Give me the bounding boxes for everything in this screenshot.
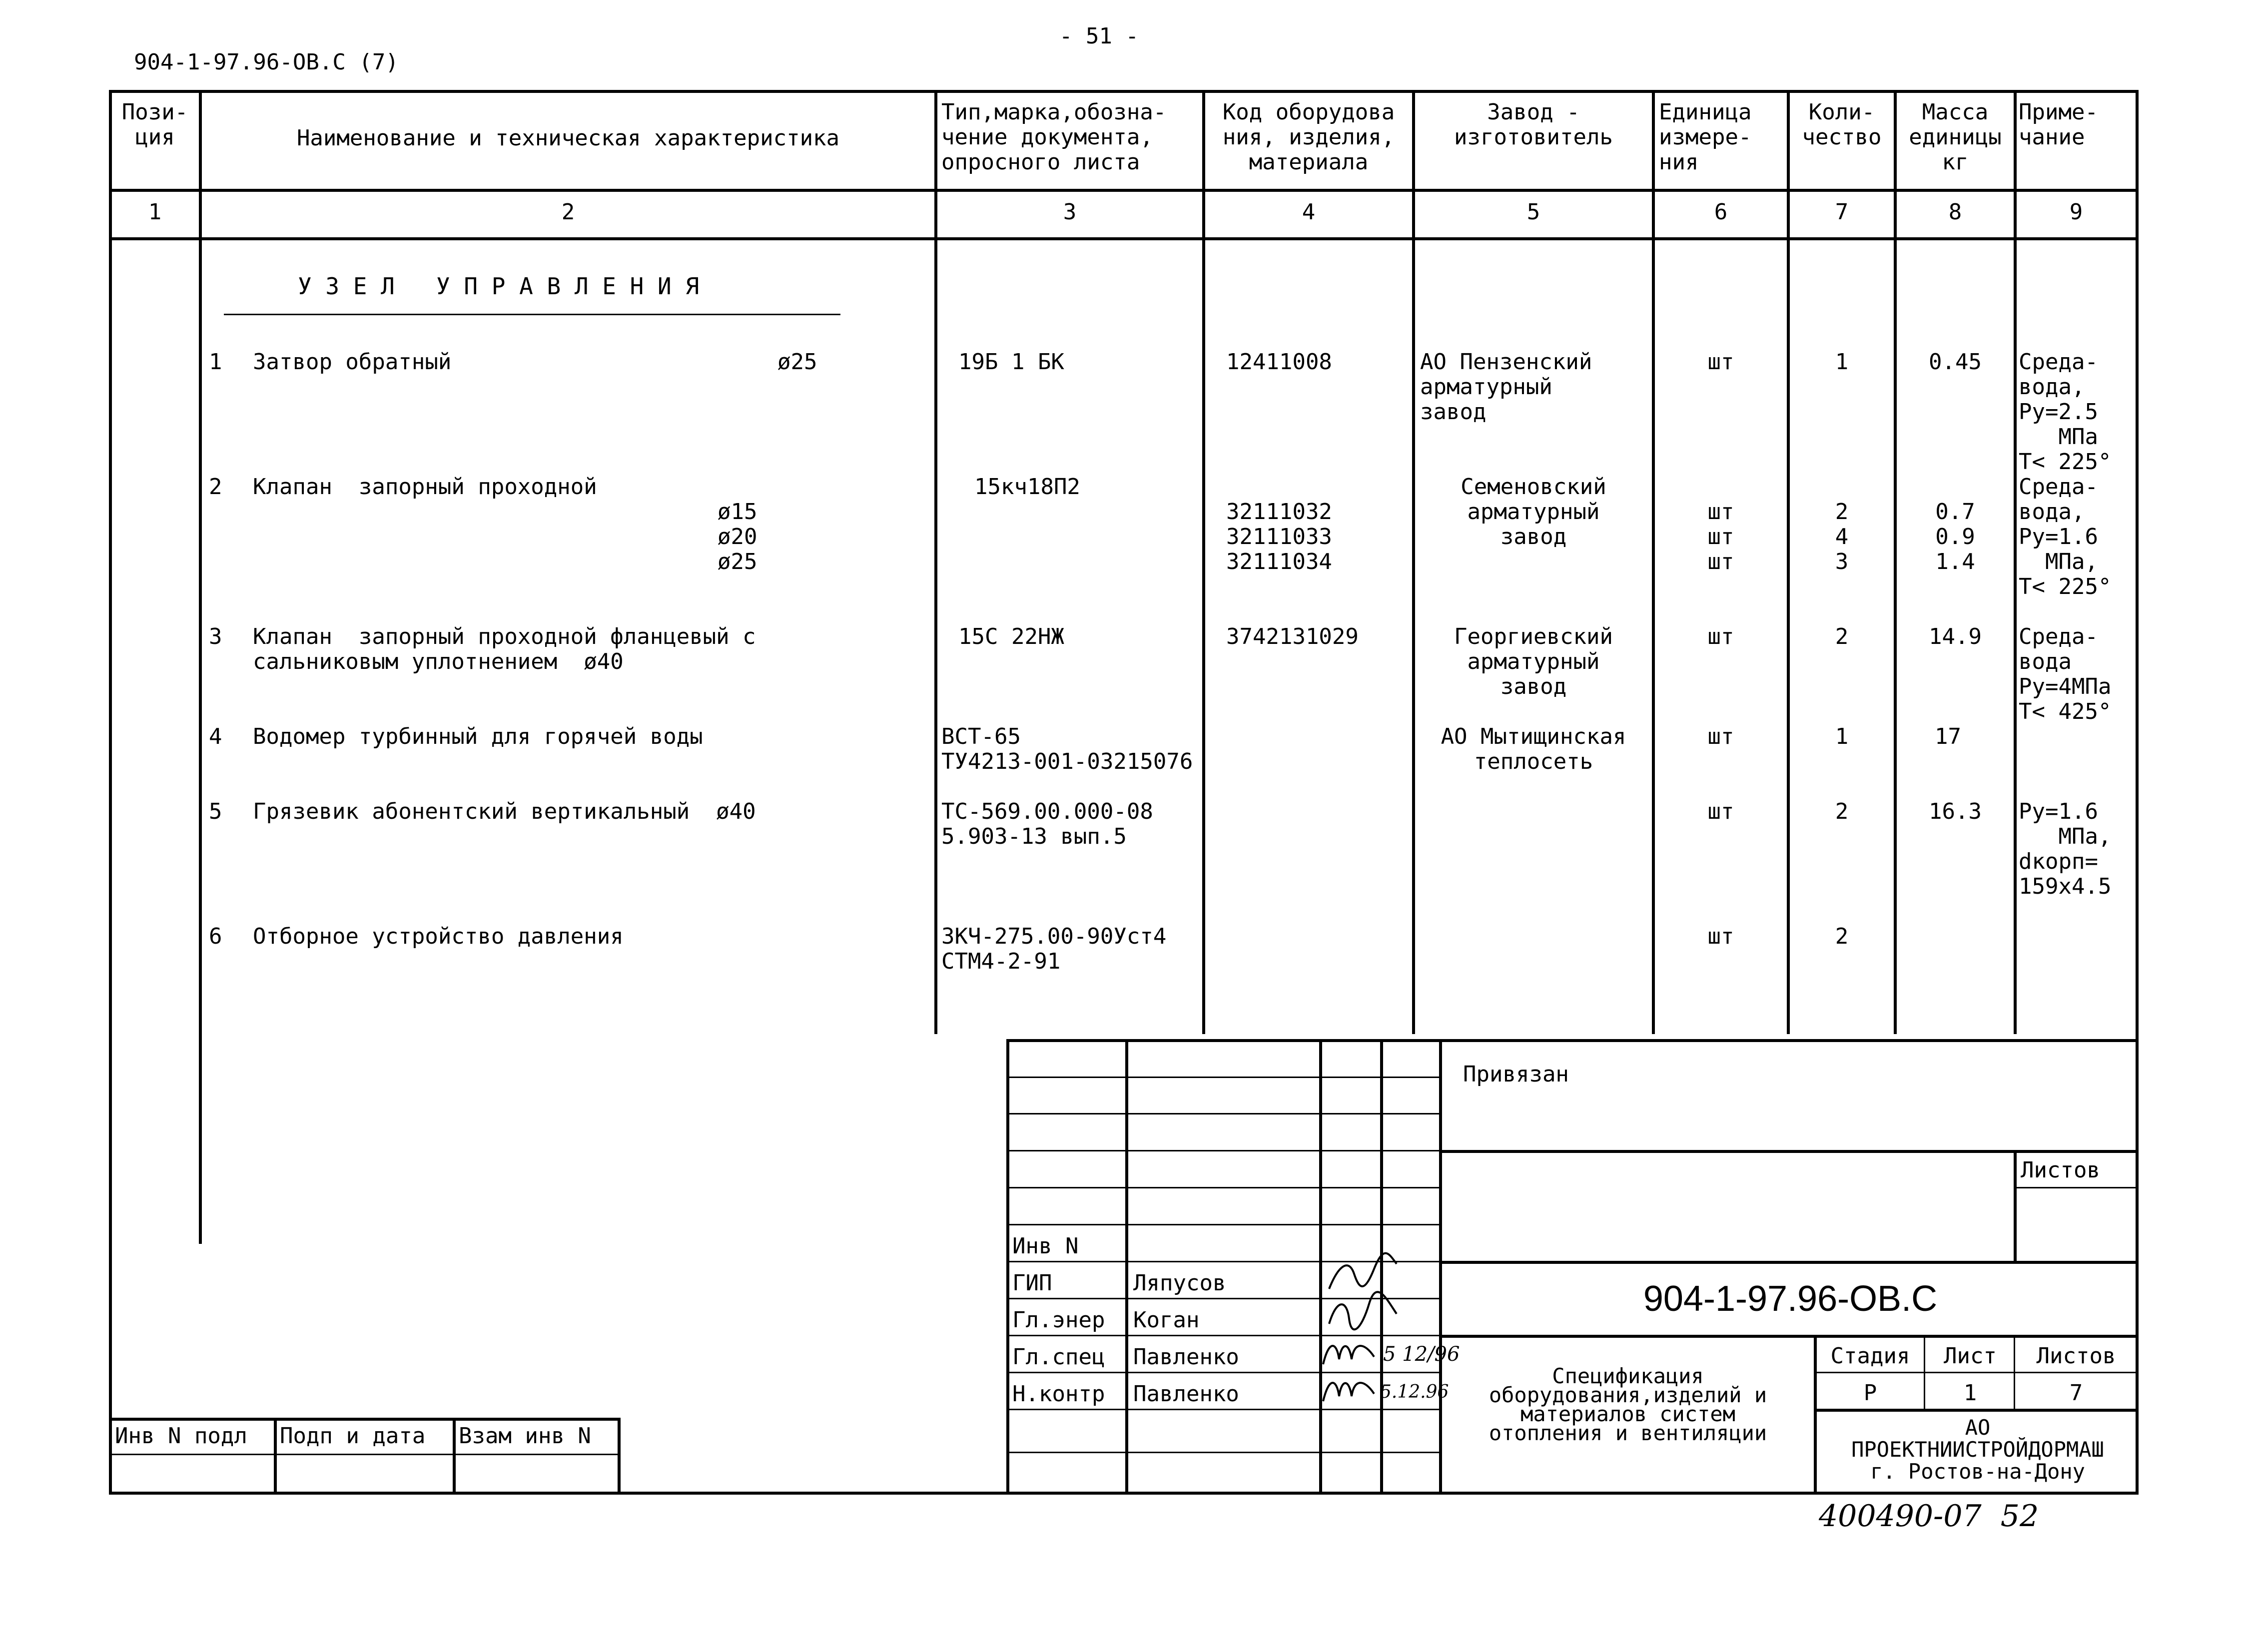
row-unit: шт	[1707, 624, 1734, 649]
stamp-top-border	[1006, 1039, 2139, 1042]
signature-glspec	[1319, 1337, 1379, 1372]
stamp-name-glener: Коган	[1133, 1307, 1200, 1333]
stamp-grid-v1	[1125, 1039, 1128, 1494]
row-name: Клапан запорный проходной фланцевый с сальниковым уплотнением ø40	[253, 624, 756, 674]
stamp-stage-h1	[1814, 1372, 2139, 1373]
header-bottom-border	[109, 189, 2139, 192]
stamp-inv-n: Инв N	[1012, 1233, 1079, 1259]
side-stamp-mid	[109, 1454, 621, 1455]
colnum-2: 2	[561, 199, 575, 225]
row-type: ВСТ-65 ТУ4213-001-03215076	[941, 724, 1193, 774]
stamp-role-gip: ГИП	[1012, 1270, 1052, 1296]
stamp-listov-v	[2014, 1150, 2017, 1261]
row-note: Ру=1.6 МПа, dкорп= 159х4.5	[2019, 799, 2112, 899]
row-unit: шт	[1707, 924, 1734, 949]
header-mass: Масса единицы кг	[1909, 99, 2002, 175]
header-code: Код оборудова ния, изделия, материала	[1222, 99, 1395, 175]
row-code: 3742131029	[1226, 624, 1359, 649]
stamp-stage-label: Стадия	[1830, 1343, 1910, 1369]
stamp-sheet-label: Лист	[1944, 1343, 1997, 1369]
handwritten-archive-number: 400490-07 52	[1819, 1499, 2039, 1534]
stamp-date-glspec: 5 12/96	[1383, 1343, 1460, 1366]
row-type: 15С 22НЖ	[958, 624, 1064, 649]
row-unit: шт	[1707, 799, 1734, 824]
stamp-stage-v1	[1924, 1335, 1925, 1409]
stamp-grid-h2	[1006, 1113, 1439, 1114]
row-mass: 17	[1935, 724, 1961, 749]
stamp-grid-h4	[1006, 1187, 1439, 1188]
col-divider-4	[1412, 90, 1415, 1034]
col-divider-2	[934, 90, 937, 1034]
stamp-listov-h	[2014, 1187, 2139, 1188]
colnum-4: 4	[1302, 199, 1316, 225]
section-title: У З Е Л У П Р А В Л Е Н И Я	[298, 273, 700, 300]
table-top-border	[109, 90, 2139, 93]
stamp-sheets-label: Листов	[2036, 1343, 2116, 1369]
row-mass: 0.7 0.9 1.4	[1935, 499, 1975, 574]
table-bottom-border	[109, 1492, 2139, 1495]
header-qty: Коли- чество	[1802, 99, 1882, 150]
signature-glener	[1324, 1294, 1399, 1334]
stamp-left-border	[1006, 1039, 1009, 1494]
row-unit: шт шт шт	[1707, 499, 1734, 574]
stamp-stage-v2	[2014, 1335, 2015, 1409]
colnum-7: 7	[1835, 199, 1849, 225]
row-qty: 1	[1835, 349, 1849, 375]
table-left-border	[109, 90, 112, 1495]
stamp-sheet-value: 1	[1963, 1380, 1977, 1406]
row-name: Отборное устройство давления	[253, 924, 624, 949]
stamp-right-h1	[1439, 1150, 2139, 1153]
side-stamp-vzam-inv: Взам инв N	[459, 1423, 591, 1449]
stamp-stage-value: Р	[1863, 1380, 1877, 1406]
stamp-stage-h2	[1814, 1409, 2139, 1412]
row-maker: Георгиевский арматурный завод	[1454, 624, 1613, 699]
side-stamp-v1	[274, 1418, 277, 1494]
doc-code-top: 904-1-97.96-ОВ.С (7)	[134, 49, 399, 75]
row-pos: 5	[209, 799, 222, 824]
row-mass: 0.45	[1929, 349, 1982, 375]
stamp-org: АО ПРОЕКТНИИСТРОЙДОРМАШ г. Ростов-на-Дону	[1851, 1415, 2104, 1484]
colnum-9: 9	[2069, 199, 2083, 225]
row-maker: АО Мытищинская теплосеть	[1441, 724, 1626, 774]
row-code: 12411008	[1226, 349, 1332, 375]
stamp-name-nkontr: Павленко	[1133, 1381, 1239, 1407]
row-note: Среда- вода Ру=4МПа Т< 425°	[2019, 624, 2112, 724]
stamp-grid-v2	[1319, 1039, 1322, 1494]
header-note: Приме- чание	[2019, 99, 2098, 150]
row-mass: 14.9	[1929, 624, 1982, 649]
signature-nkontr	[1319, 1374, 1379, 1409]
stamp-title: Спецификация оборудования,изделий и материалов систем отопления и вентиляции	[1489, 1364, 1767, 1445]
row-code: 32111032 32111033 32111034	[1226, 499, 1332, 574]
row-note: Среда- вода, Ру=1.6 МПа, Т< 225°	[2019, 474, 2112, 599]
stamp-privyazan: Привязан	[1463, 1062, 1569, 1087]
section-title-underline	[224, 314, 840, 315]
colnum-5: 5	[1526, 199, 1540, 225]
row-dn: ø25	[777, 349, 817, 375]
signature-gip	[1324, 1254, 1399, 1299]
col-divider-8	[2014, 90, 2017, 1034]
row-dn-list: ø15 ø20 ø25	[718, 499, 757, 574]
row-name: Грязевик абонентский вертикальный ø40	[253, 799, 756, 824]
colnum-bottom-border	[109, 237, 2139, 240]
side-stamp-podp-data: Подп и дата	[280, 1423, 426, 1449]
row-name: Затвор обратный	[253, 349, 452, 375]
row-mass: 16.3	[1929, 799, 1982, 824]
stamp-name-glspec: Павленко	[1133, 1344, 1239, 1370]
row-pos: 4	[209, 724, 222, 749]
stamp-grid-h9	[1006, 1372, 1439, 1373]
row-qty: 1	[1835, 724, 1849, 749]
colnum-6: 6	[1714, 199, 1728, 225]
colnum-8: 8	[1948, 199, 1962, 225]
row-pos: 6	[209, 924, 222, 949]
row-qty: 2	[1835, 799, 1849, 824]
row-type: ЗКЧ-275.00-90Уст4 СТМ4-2-91	[941, 924, 1167, 974]
stamp-right-h3	[1439, 1335, 2139, 1338]
row-note: Среда- вода, Ру=2.5 МПа Т< 225°	[2019, 349, 2112, 475]
side-stamp-v2	[453, 1418, 456, 1494]
row-type: 19Б 1 БК	[958, 349, 1064, 375]
header-type: Тип,марка,обозна- чение документа, опросного листа	[941, 99, 1167, 175]
colnum-3: 3	[1063, 199, 1077, 225]
row-name: Водомер турбинный для горячей воды	[253, 724, 703, 749]
stamp-sheets-value: 7	[2069, 1380, 2083, 1406]
stamp-grid-h5	[1006, 1224, 1439, 1225]
page-number: - 51 -	[1059, 23, 1139, 49]
side-stamp-inv-podl: Инв N подл	[115, 1423, 247, 1449]
col-divider-1	[199, 90, 202, 1244]
row-name: Клапан запорный проходной	[253, 474, 597, 500]
side-stamp-top	[109, 1418, 621, 1421]
colnum-1: 1	[148, 199, 162, 225]
stamp-role-glener: Гл.энер	[1012, 1307, 1105, 1333]
header-name: Наименование и техническая характеристика	[296, 125, 840, 151]
row-qty: 2	[1835, 924, 1849, 949]
stamp-grid-h8	[1006, 1335, 1439, 1336]
header-position: Пози- ция	[121, 99, 188, 150]
stamp-date-nkontr: 5.12.96	[1380, 1382, 1449, 1402]
stamp-doc-code: 904-1-97.96-ОВ.С	[1643, 1279, 1938, 1319]
row-pos: 2	[209, 474, 222, 500]
stamp-grid-h3	[1006, 1150, 1439, 1151]
row-unit: шт	[1707, 724, 1734, 749]
side-stamp-v3	[618, 1418, 621, 1494]
stamp-role-glspec: Гл.спец	[1012, 1344, 1105, 1370]
header-unit: Единица измере- ния	[1659, 99, 1752, 175]
row-pos: 1	[209, 349, 222, 375]
stamp-name-gip: Ляпусов	[1133, 1270, 1226, 1296]
row-type: 15кч18П2	[974, 474, 1080, 500]
stamp-grid-h1	[1006, 1077, 1439, 1078]
stamp-role-nkontr: Н.контр	[1012, 1381, 1105, 1407]
col-divider-3	[1202, 90, 1205, 1034]
row-unit: шт	[1707, 349, 1734, 375]
row-type: ТС-569.00.000-08 5.903-13 вып.5	[941, 799, 1153, 849]
stamp-grid-h10	[1006, 1409, 1439, 1410]
header-maker: Завод - изготовитель	[1454, 99, 1613, 150]
stamp-right-h2	[1439, 1261, 2139, 1264]
row-qty: 2 4 3	[1835, 499, 1849, 574]
stamp-grid-h11	[1006, 1452, 1439, 1453]
row-maker: АО Пензенский арматурный завод	[1420, 349, 1592, 425]
row-qty: 2	[1835, 624, 1849, 649]
stamp-listov-label: Листов	[2021, 1157, 2100, 1183]
row-maker: Семеновский арматурный завод	[1461, 474, 1606, 550]
row-pos: 3	[209, 624, 222, 649]
